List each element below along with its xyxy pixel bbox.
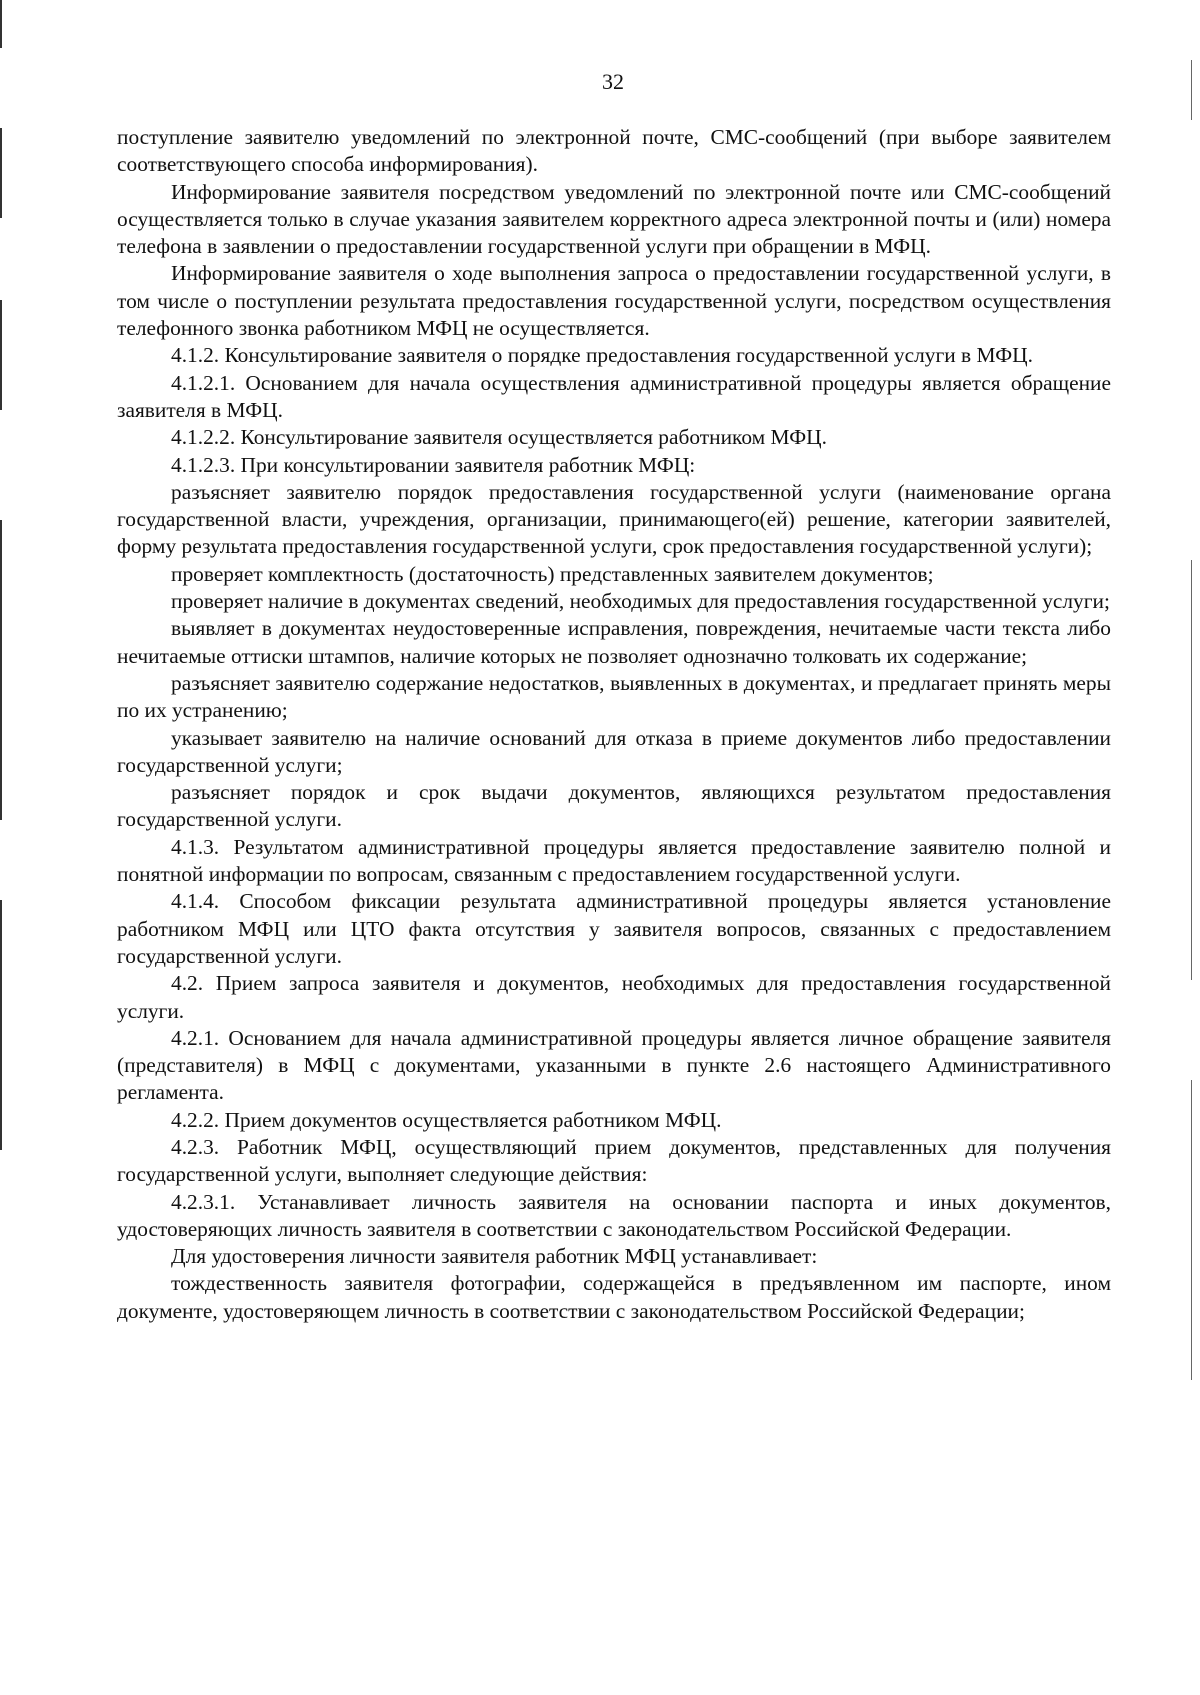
paragraph: выявляет в документах неудостоверенные исправления, повреждения, нечитаемые части текста либо нечитаемые оттиски штампов, наличие которых не позволяет однозначно толковать их содержание; — [117, 616, 1111, 668]
paragraph: разъясняет заявителю содержание недостатков, выявленных в документах, и предлагает принять меры по их устранению; — [117, 670, 1111, 723]
paragraph: проверяет наличие в документах сведений, необходимых для предоставления государственной услуги; — [171, 589, 1110, 614]
paragraph: проверяет комплектность (достаточность) представленных заявителем документов; — [171, 561, 934, 586]
scan-edge-mark — [0, 900, 2, 1150]
paragraph: 4.2.1. Основанием для начала административной процедуры является личное обращение заявителя (представителя) в МФЦ с документами, указанными в пункте 2.6 настоящего Административного регламента. — [117, 1025, 1111, 1105]
paragraph: 4.1.2. Консультирование заявителя о порядке предоставления государственной услуги в МФЦ. — [171, 343, 1033, 368]
paragraph: 4.1.4. Способом фиксации результата административной процедуры является установление работником МФЦ или ЦТО факта отсутствия у заявителя вопросов, связанных с предоставлением государственной услуги. — [117, 889, 1111, 968]
page-number: 32 — [602, 69, 624, 94]
scan-edge-mark — [1191, 560, 1192, 980]
paragraph: Информирование заявителя посредством уведомлений по электронной почте или СМС-сообщений осуществляется только в случае указания заявителем корректного адреса электронной почты и (или) номера телефона в заявлении о предоставлении государственной услуги при обращении в МФЦ. — [117, 179, 1111, 259]
paragraph: 4.2. Прием запроса заявителя и документов, необходимых для предоставления государственной услуги. — [117, 971, 1111, 1023]
paragraph: разъясняет порядок и срок выдачи документов, являющихся результатом предоставления государственной услуги. — [117, 780, 1111, 832]
scan-edge-mark — [1191, 1080, 1192, 1380]
paragraph: тождественность заявителя фотографии, содержащейся в предъявленном им паспорте, ином документе, удостоверяющем личность в соответствии с законодательством Российской Федерации; — [117, 1271, 1111, 1323]
paragraph: поступление заявителю уведомлений по электронной почте, СМС-сообщений (при выборе заявителем соответствующего способа информирования). — [117, 125, 1111, 177]
paragraph: 4.1.3. Результатом административной процедуры является предоставление заявителю полной и понятной информации по вопросам, связанным с предоставлением государственной услуги. — [117, 834, 1111, 887]
paragraph: 4.2.3. Работник МФЦ, осуществляющий прием документов, представленных для получения государственной услуги, выполняет следующие действия: — [117, 1134, 1111, 1187]
paragraph: 4.1.2.2. Консультирование заявителя осуществляется работником МФЦ. — [171, 425, 827, 450]
paragraph: 4.1.2.3. При консультировании заявителя работник МФЦ: — [171, 452, 696, 477]
body-text — [117, 124, 1111, 1325]
paragraph: 4.2.2. Прием документов осуществляется работником МФЦ. — [171, 1107, 722, 1132]
paragraph: указывает заявителю на наличие оснований для отказа в приеме документов либо предоставлении государственной услуги; — [117, 725, 1111, 777]
scan-edge-mark — [0, 0, 2, 48]
scan-edge-mark — [0, 300, 2, 410]
paragraph: Для удостоверения личности заявителя работник МФЦ устанавливает: — [171, 1244, 818, 1269]
paragraph: 4.2.3.1. Устанавливает личность заявителя на основании паспорта и иных документов, удостоверяющих личность заявителя в соответствии с законодательством Российской Федерации. — [117, 1189, 1111, 1241]
paragraph: разъясняет заявителю порядок предоставления государственной услуги (наименование органа государственной власти, учреждения, организации, принимающего(ей) решение, категории заявителей, форму результата предоставления государственной услуги, срок предоставления государственной услуги); — [117, 479, 1111, 559]
paragraph: 4.1.2.1. Основанием для начала осуществления административной процедуры является обращение заявителя в МФЦ. — [117, 370, 1111, 422]
paragraph: Информирование заявителя о ходе выполнения запроса о предоставлении государственной услуги, в том числе о поступлении результата предоставления государственной услуги, посредством осуществления телефонного звонка работником МФЦ не осуществляется. — [117, 261, 1111, 341]
scan-edge-mark — [0, 520, 2, 820]
scan-edge-mark — [0, 128, 2, 218]
